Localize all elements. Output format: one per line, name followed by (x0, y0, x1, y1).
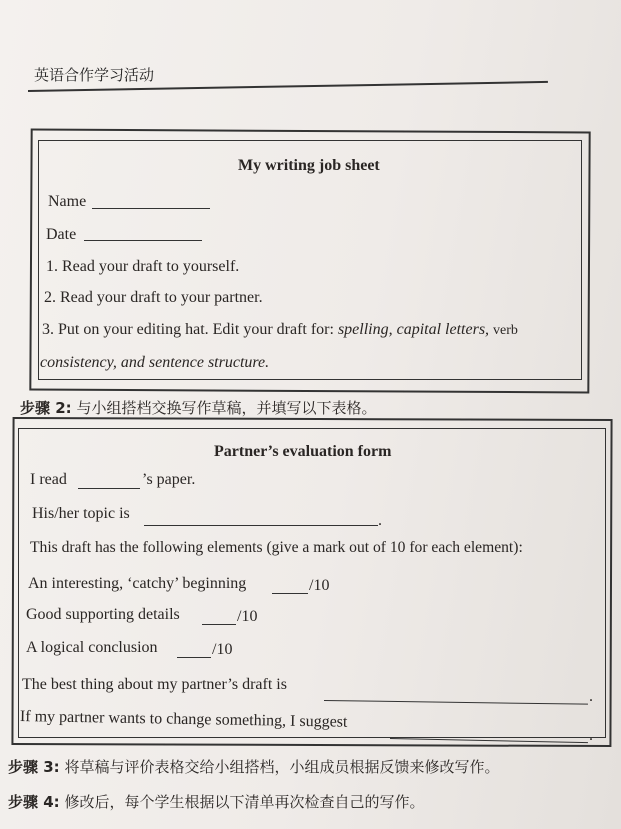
job-sheet-title: My writing job sheet (238, 157, 380, 174)
step-4-label: 步骤 4: (8, 793, 60, 811)
read-line (30, 471, 67, 489)
step-2-text: 与小组搭档交换写作草稿，并填写以下表格。 (76, 399, 377, 417)
job-step-3-emphasis: spelling, capital letters, (337, 321, 490, 338)
item-details-label: Good supporting details (26, 606, 180, 623)
step-3-text: 将草稿与评价表格交给小组搭档，小组成员根据反馈来修改写作。 (64, 758, 500, 776)
date-label: Date (46, 226, 77, 243)
step-3-instruction (8, 756, 499, 777)
step-3-label: 步骤 3: (8, 758, 60, 776)
item-beginning-suffix: /10 (309, 577, 330, 594)
date-blank[interactable] (84, 240, 202, 241)
item-beginning-mark-blank[interactable] (272, 593, 308, 594)
job-step-3-text: 3. Put on your editing hat. Edit your draft for: (42, 321, 334, 338)
name-label: Name (48, 193, 87, 210)
step-2-label: 步骤 2: (20, 399, 72, 417)
step-4-text: 修改后，每个学生根据以下清单再次检查自己的写作。 (64, 793, 425, 811)
topic-period: . (378, 512, 382, 529)
item-details-mark-blank[interactable] (202, 624, 236, 625)
item-conclusion-mark-blank[interactable] (177, 657, 211, 658)
step-2-instruction (20, 397, 376, 418)
item-details-suffix: /10 (237, 608, 258, 625)
item-conclusion-label: A logical conclusion (26, 639, 158, 656)
item-beginning-label: An interesting, ‘catchy’ beginning (28, 575, 247, 592)
item-conclusion-suffix: /10 (212, 641, 233, 658)
job-step-3-tail: verb (493, 323, 518, 338)
topic-blank[interactable] (144, 525, 378, 526)
name-blank[interactable] (92, 208, 210, 209)
suggest-period: . (589, 727, 593, 744)
read-label: I read (30, 471, 67, 488)
topic-label: His/her topic is (32, 505, 130, 522)
read-suffix: ’s paper. (142, 471, 196, 488)
partner-name-blank[interactable] (78, 488, 140, 489)
job-step-1: 1. Read your draft to yourself. (46, 258, 240, 275)
best-thing-label: The best thing about my partner’s draft is (22, 676, 287, 693)
best-thing-period: . (589, 688, 593, 705)
step-4-instruction (8, 791, 424, 812)
job-step-2: 2. Read your draft to your partner. (44, 289, 263, 306)
job-step-3 (42, 321, 518, 339)
elements-intro: This draft has the following elements (give a mark out of 10 for each element): (30, 539, 523, 556)
job-step-3-continued: consistency, and sentence structure. (40, 354, 270, 371)
running-header: 英语合作学习活动 (34, 66, 155, 84)
evaluation-form-title: Partner’s evaluation form (214, 443, 392, 460)
suggest-label: If my partner wants to change something, I suggest (19, 708, 348, 731)
